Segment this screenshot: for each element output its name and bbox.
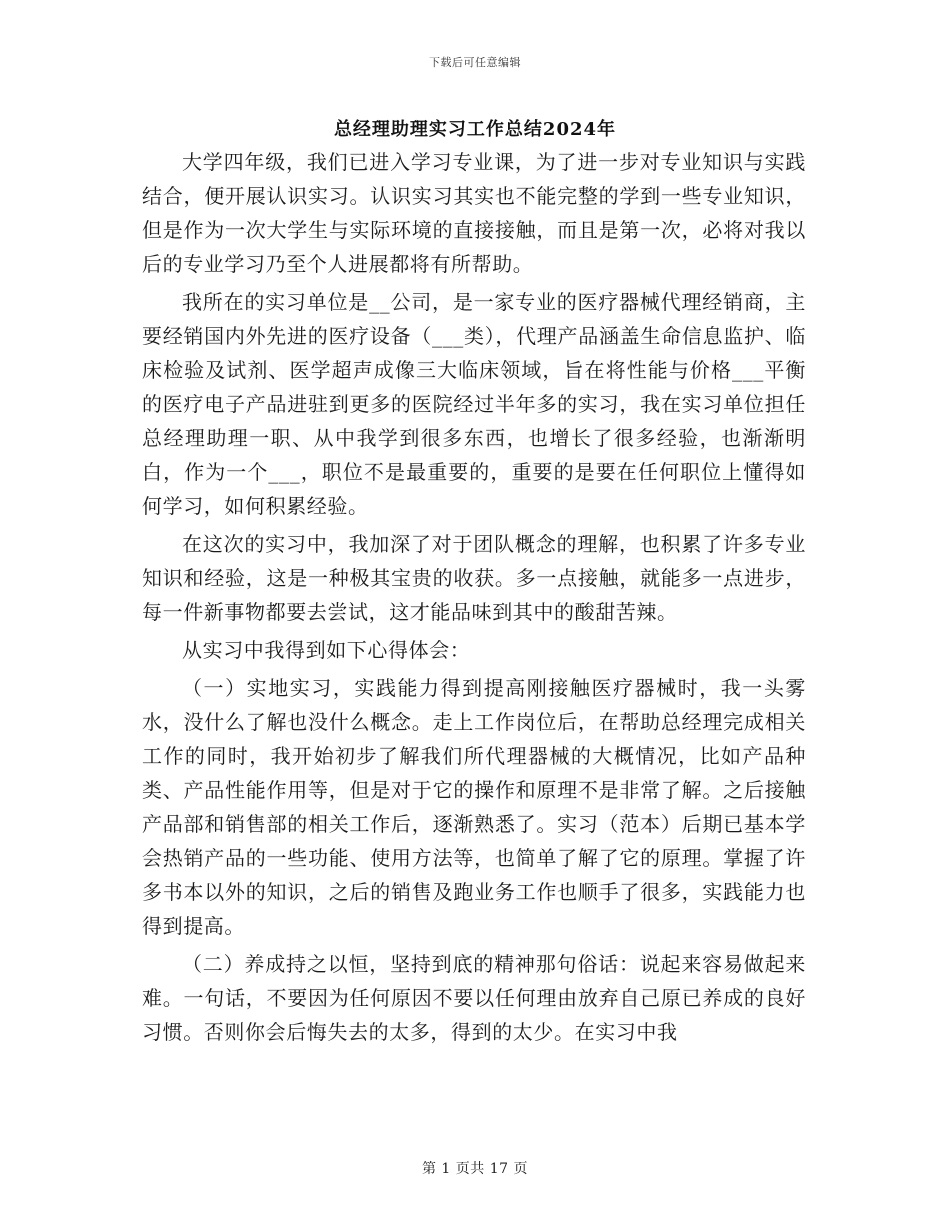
paragraph: 从实习中我得到如下心得体会： (182, 638, 471, 662)
paragraph: 在这次的实习中，我加深了对于团队概念的理解，也积累了许多专业知识和经验，这是一种极其宝贵的收获。多一点接触，就能多一点进步，每一件新事物都要去尝试，这才能品味到其中的酸甜苦辣。 (142, 532, 806, 624)
page-number: 第 1 页共 17 页 (421, 1161, 529, 1177)
paragraph: 大学四年级，我们已进入学习专业课，为了进一步对专业知识与实践结合，便开展认识实习。认识实习其实也不能完整的学到一些专业知识，但是作为一次大学生与实际环境的直接接触，而且是第一次，必将对我以后的专业学习乃至个人进展都将有所帮助。 (142, 150, 806, 276)
paragraph: （一）实地实习，实践能力得到提高刚接触医疗器械时，我一头雾水，没什么了解也没什么概念。走上工作岗位后，在帮助总经理完成相关工作的同时，我开始初步了解我们所代理器械的大概情况，比如产品种类、产品性能作用等，但是对于它的操作和原理不是非常了解。之后接触产品部和销售部的相关工作后，逐渐熟悉了。实习（范本）后期已基本学会热销产品的一些功能、使用方法等，也简单了解了它的原理。掌握了许多书本以外的知识，之后的销售及跑业务工作也顺手了很多，实践能力也得到提高。 (142, 676, 806, 938)
paragraph: 我所在的实习单位是__公司，是一家专业的医疗器械代理经销商，主要经销国内外先进的医疗设备（___类），代理产品涵盖生命信息监护、临床检验及试剂、医学超声成像三大临床领域，旨在将性能与价格___平衡的医疗电子产品进驻到更多的医院经过半年多的实习，我在实习单位担任总经理助理一职、从中我学到很多东西，也增长了很多经验，也渐渐明白，作为一个___，职位不是最重要的，重要的是要在任何职位上懂得如何学习，如何积累经验。 (142, 290, 806, 518)
paragraph: （二）养成持之以恒，坚持到底的精神那句俗话：说起来容易做起来难。一句话，不要因为任何原因不要以任何理由放弃自己原已养成的良好习惯。否则你会后悔失去的太多，得到的太少。在实习中我 (142, 952, 806, 1044)
document-body (142, 145, 806, 1053)
header-note: 下载后可任意编辑 (429, 56, 521, 69)
document-title: 总经理助理实习工作总结2024年 (333, 119, 617, 140)
